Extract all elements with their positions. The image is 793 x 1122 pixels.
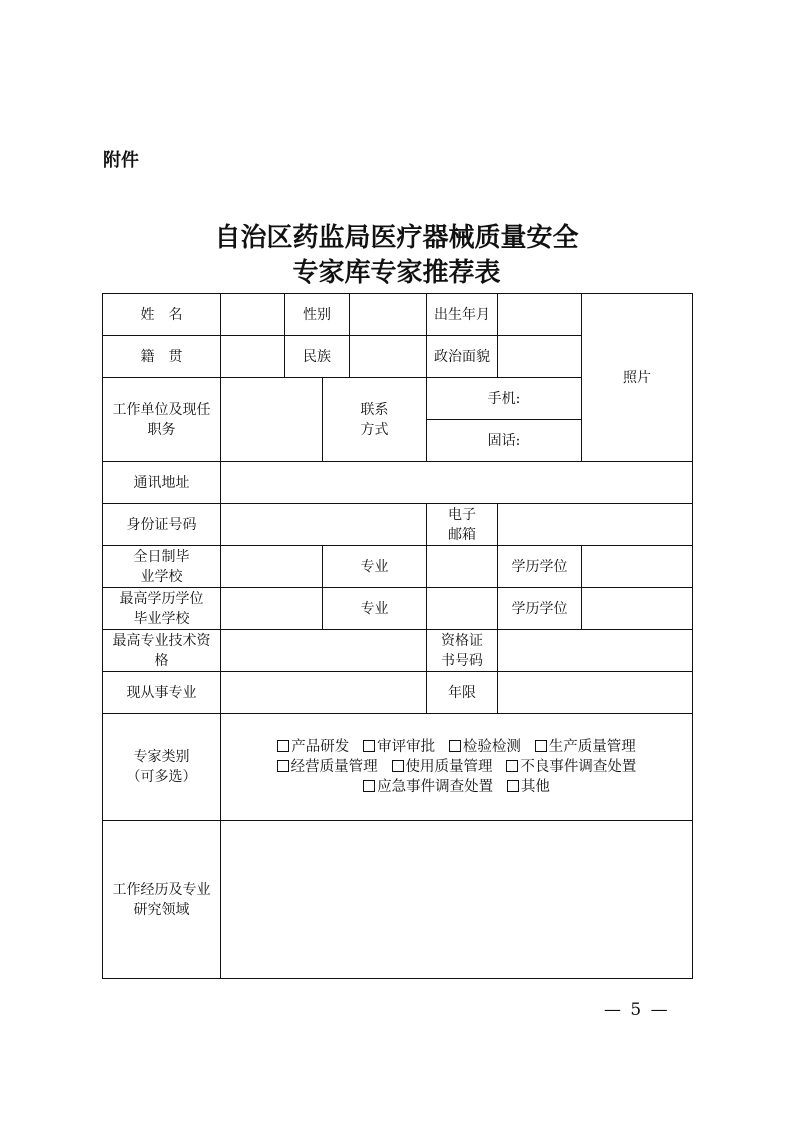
id-number-label: 身份证号码: [103, 504, 221, 546]
political-status-field[interactable]: [498, 336, 582, 378]
work-unit-field[interactable]: [221, 378, 323, 462]
work-unit-label: 工作单位及现任职务: [103, 378, 221, 462]
major-field[interactable]: [427, 546, 498, 588]
expert-type-note: （可多选）: [126, 769, 197, 785]
checkbox-icon: [363, 740, 375, 752]
degree2-field[interactable]: [582, 588, 693, 630]
page-number: — 5 —: [604, 1000, 670, 1020]
major2-field[interactable]: [427, 588, 498, 630]
checkbox-icon: [507, 780, 519, 792]
mobile-field[interactable]: 手机:: [427, 378, 582, 420]
degree2-label: 学历学位: [498, 588, 582, 630]
name-label: 姓 名: [103, 294, 221, 336]
native-place-field[interactable]: [221, 336, 285, 378]
options-row-2: [224, 757, 689, 777]
highest-school-label: [103, 588, 221, 630]
major2-label: 专业: [323, 588, 427, 630]
years-label: 年限: [427, 672, 498, 714]
checkbox-icon: [363, 780, 375, 792]
option-label: 生产质量管理: [548, 739, 636, 755]
native-place-label: 籍 贯: [103, 336, 221, 378]
cert-number-field[interactable]: [498, 630, 693, 672]
photo-box[interactable]: 照片: [582, 294, 693, 462]
major-label: 专业: [323, 546, 427, 588]
birth-field[interactable]: [498, 294, 582, 336]
years-field[interactable]: [498, 672, 693, 714]
options-row-1: [224, 737, 689, 757]
option-review-approval[interactable]: [363, 739, 435, 755]
option-label: 应急事件调查处置: [377, 779, 494, 795]
degree-field[interactable]: [582, 546, 693, 588]
form-title-line-2: 专家库专家推荐表: [292, 258, 501, 288]
fulltime-school-label: [103, 546, 221, 588]
option-business-quality[interactable]: [277, 759, 378, 775]
attachment-label: 附件: [103, 150, 139, 171]
option-production-quality[interactable]: [535, 739, 636, 755]
current-specialty-field[interactable]: [221, 672, 427, 714]
highest-school-label-text: 最高学历学位毕业学校: [119, 590, 204, 627]
id-number-field[interactable]: [221, 504, 427, 546]
option-label: 检验检测: [462, 739, 521, 755]
name-field[interactable]: [221, 294, 285, 336]
gender-label: 性别: [285, 294, 350, 336]
highest-school-field[interactable]: [221, 588, 323, 630]
experience-label: [103, 821, 221, 979]
option-label: 不良事件调查处置: [520, 759, 637, 775]
political-status-label: 政治面貌: [427, 336, 498, 378]
checkbox-icon: [277, 740, 289, 752]
expert-type-options: [221, 714, 693, 821]
checkbox-icon: [449, 740, 461, 752]
gender-field[interactable]: [350, 294, 427, 336]
options-row-3: [224, 777, 689, 797]
checkbox-icon: [535, 740, 547, 752]
address-label: 通讯地址: [103, 462, 221, 504]
option-product-rd[interactable]: [277, 739, 349, 755]
ethnicity-field[interactable]: [350, 336, 427, 378]
phone-field[interactable]: 固话:: [427, 420, 582, 462]
option-other[interactable]: [507, 779, 550, 795]
address-field[interactable]: [221, 462, 693, 504]
expert-type-text: 专家类别: [133, 749, 190, 765]
cert-number-label-text: 资格证书号码: [441, 632, 483, 669]
option-usage-quality[interactable]: [392, 759, 493, 775]
ethnicity-label: 民族: [285, 336, 350, 378]
email-label-text: 电子邮箱: [448, 506, 476, 543]
tech-qualification-label: [103, 630, 221, 672]
fulltime-school-field[interactable]: [221, 546, 323, 588]
fulltime-school-label-text: 全日制毕业学校: [133, 548, 190, 585]
recommendation-form-table: [102, 293, 693, 979]
option-label: 经营质量管理: [290, 759, 378, 775]
option-inspection-testing[interactable]: [449, 739, 521, 755]
option-label: 使用质量管理: [405, 759, 493, 775]
form-title-line-1: 自治区药监局医疗器械质量安全: [214, 223, 579, 253]
experience-label-text: 工作经历及专业研究领域: [112, 881, 211, 918]
experience-field[interactable]: [221, 821, 693, 979]
contact-label-text: 联系方式: [360, 401, 389, 438]
tech-qualification-field[interactable]: [221, 630, 427, 672]
option-label: 审评审批: [377, 739, 436, 755]
option-label: 产品研发: [291, 739, 350, 755]
email-label: [427, 504, 498, 546]
contact-label: [323, 378, 427, 462]
tech-qualification-label-text: 最高专业技术资格: [112, 632, 211, 669]
email-field[interactable]: [498, 504, 693, 546]
expert-type-label: [103, 714, 221, 821]
checkbox-icon: [392, 760, 404, 772]
checkbox-icon: [277, 760, 289, 772]
option-emergency-event[interactable]: [363, 779, 493, 795]
degree-label: 学历学位: [498, 546, 582, 588]
current-specialty-label: 现从事专业: [103, 672, 221, 714]
birth-label: 出生年月: [427, 294, 498, 336]
cert-number-label: [427, 630, 498, 672]
option-adverse-event[interactable]: [506, 759, 636, 775]
checkbox-icon: [506, 760, 518, 772]
option-label: 其他: [520, 779, 550, 795]
